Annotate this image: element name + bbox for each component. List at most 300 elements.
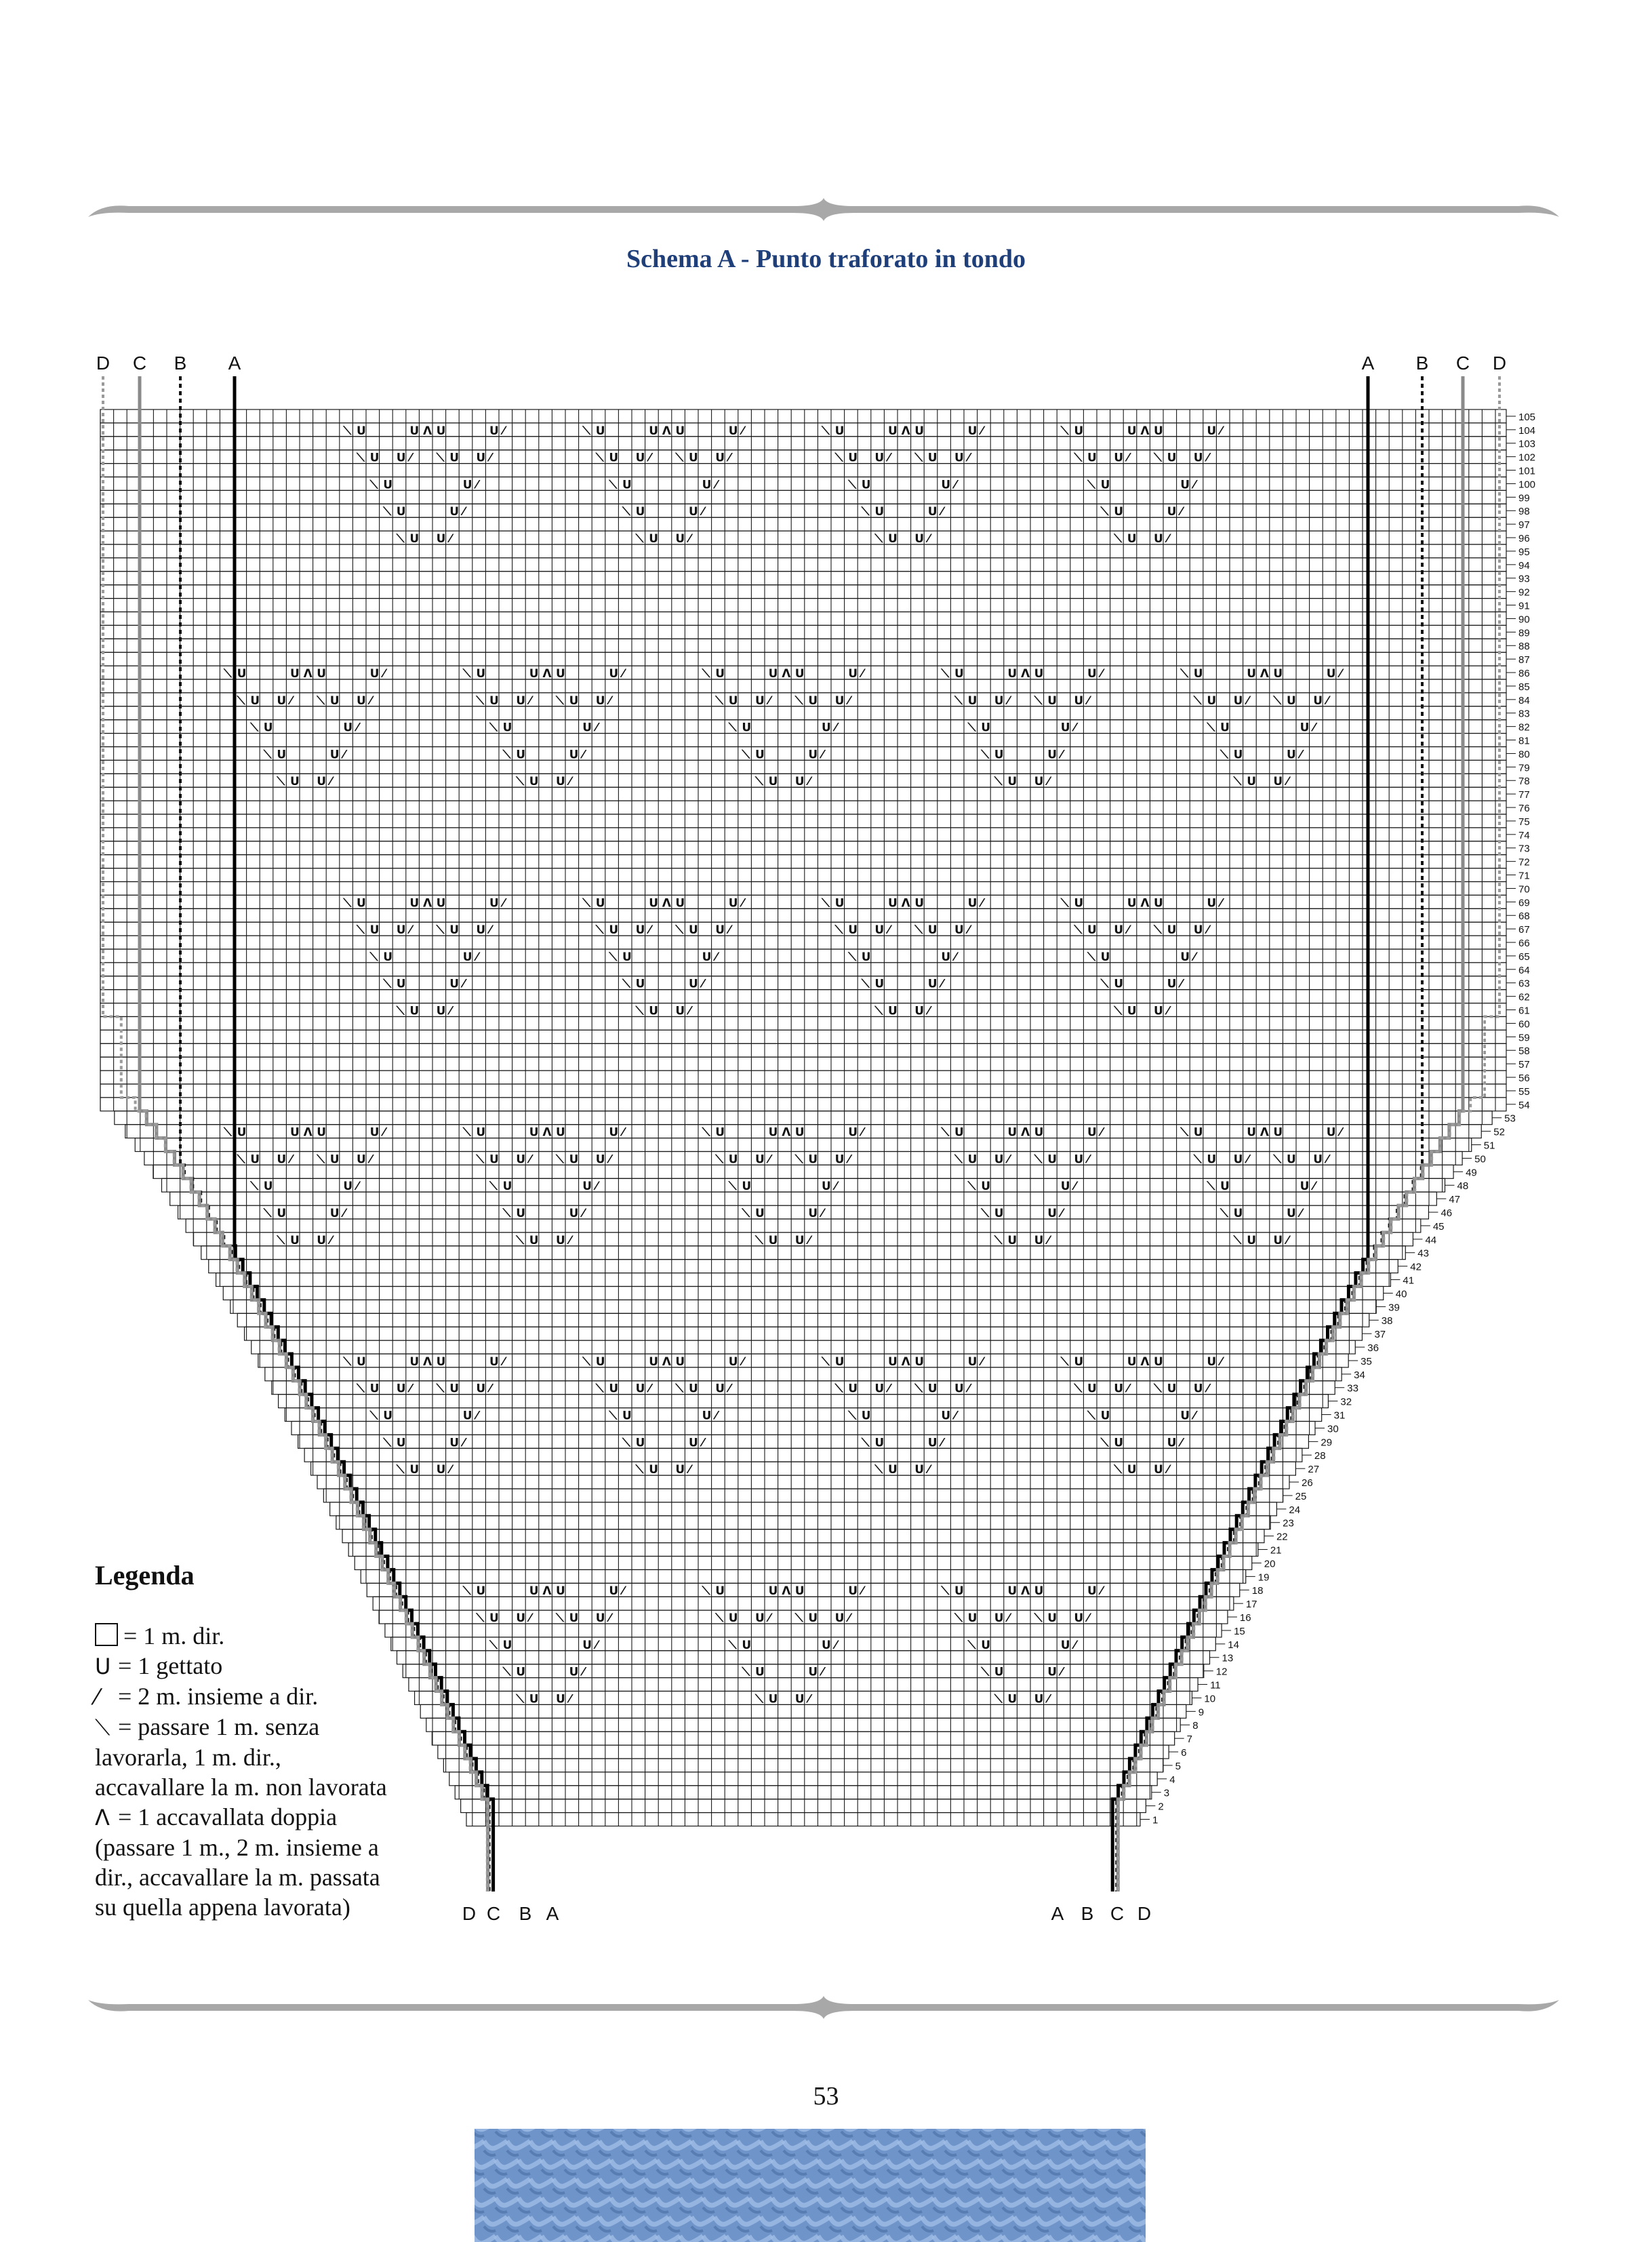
stitch-symbol: U — [595, 694, 605, 708]
stitch-symbol: ⁄ — [848, 1153, 851, 1167]
stitch-symbol: U — [1034, 1125, 1044, 1140]
stitch-symbol: ⟍ — [516, 1692, 525, 1706]
stitch-symbol: U — [742, 721, 752, 735]
stitch-symbol: U — [383, 950, 393, 964]
legend-item-ssk — [95, 1712, 393, 1802]
stitch-symbol: U — [1087, 923, 1097, 938]
stitch-symbol: U — [635, 1436, 645, 1450]
stitch-symbol: U — [449, 1436, 460, 1450]
stitch-symbol: U — [715, 1125, 725, 1140]
stitch-symbol: ⁄ — [967, 451, 970, 465]
stitch-symbol: ⟍ — [715, 694, 724, 708]
stitch-symbol: U — [489, 424, 499, 438]
legend-item-yarn-over — [95, 1651, 393, 1681]
stitch-symbol: ⟍ — [237, 694, 245, 708]
stitch-symbol: ⁄ — [1127, 923, 1129, 938]
stitch-symbol: ⟍ — [742, 748, 750, 762]
stitch-symbol: U — [967, 1153, 978, 1167]
stitch-symbol: ⁄ — [476, 1409, 479, 1423]
stitch-symbol: U — [462, 478, 472, 492]
stitch-symbol: ⟍ — [1273, 694, 1282, 708]
stitch-symbol: U — [383, 1409, 393, 1423]
stitch-symbol: U — [808, 1153, 818, 1167]
legend-heading: Legenda — [95, 1560, 195, 1590]
stitch-symbol: U — [396, 451, 406, 465]
legend-text: = 1 accavallata doppia (passare 1 m., 2 m. insieme a dir., accavallare la m. passata su quella appena lavorata) — [95, 1803, 380, 1921]
stitch-symbol: U — [343, 1180, 353, 1194]
stitch-symbol: ⟍ — [1154, 451, 1162, 465]
stitch-symbol: U — [649, 1355, 659, 1369]
stitch-symbol: U — [994, 1207, 1004, 1220]
row-number: 76 — [1518, 803, 1530, 814]
chart-row — [237, 1313, 1369, 1327]
stitch-symbol: ⁄ — [1326, 1153, 1329, 1167]
row-number: 64 — [1518, 964, 1530, 976]
stitch-symbol: ⟍ — [834, 923, 843, 938]
stitch-symbol: ⟍ — [941, 1584, 950, 1599]
stitch-symbol: ⁄ — [702, 1436, 704, 1450]
chart-row — [100, 450, 1506, 464]
stitch-symbol: U — [1074, 896, 1084, 910]
stitch-symbol: U — [449, 1382, 460, 1396]
stitch-symbol: U — [715, 1584, 725, 1599]
stitch-symbol: U — [357, 1355, 366, 1369]
stitch-symbol: ⁄ — [834, 1638, 837, 1652]
row-number: 11 — [1210, 1679, 1221, 1691]
stitch-symbol: ⁄ — [449, 1463, 452, 1477]
stitch-symbol: U — [1060, 1638, 1070, 1652]
chart-row — [100, 652, 1506, 666]
stitch-symbol: U — [1034, 667, 1044, 681]
stitch-symbol: ⟍ — [635, 1463, 644, 1477]
stitch-symbol: ⟍ — [556, 1612, 564, 1625]
stitch-symbol: U — [462, 1409, 472, 1423]
stitch-symbol: U — [1034, 1584, 1044, 1599]
stitch-symbol: U — [954, 1382, 964, 1396]
stitch-symbol: U — [1047, 1665, 1057, 1679]
stitch-symbol: U — [237, 1125, 247, 1140]
stitch-symbol: ⁄ — [888, 451, 890, 465]
stitch-symbol: ⟍ — [967, 721, 976, 735]
stitch-symbol: ⁄ — [1167, 1463, 1169, 1477]
stitch-symbol: Λ — [662, 1355, 671, 1369]
stitch-symbol: Λ — [1021, 667, 1030, 681]
stitch-symbol: U — [728, 1355, 738, 1369]
stitch-symbol: ⁄ — [502, 1355, 505, 1369]
stitch-symbol: ⟍ — [1074, 451, 1083, 465]
stitch-symbol: U — [329, 1153, 340, 1167]
stitch-symbol: ⟍ — [1074, 923, 1083, 938]
stitch-symbol: U — [874, 1382, 885, 1396]
chart-row — [100, 868, 1506, 882]
stitch-symbol: ⟍ — [462, 1584, 471, 1599]
stitch-symbol: ⟍ — [582, 1355, 591, 1369]
stitch-symbol: U — [396, 977, 406, 991]
stitch-symbol: U — [1100, 1409, 1110, 1423]
stitch-symbol: ⁄ — [1247, 1153, 1249, 1167]
stitch-symbol: ⟍ — [728, 1638, 737, 1652]
stitch-symbol: U — [927, 977, 938, 991]
stitch-symbol: U — [848, 1584, 858, 1599]
row-number: 27 — [1308, 1464, 1320, 1476]
stitch-symbol: ⁄ — [595, 1638, 598, 1652]
stitch-symbol: U — [874, 923, 885, 938]
stitch-symbol: U — [1287, 748, 1296, 762]
stitch-symbol: ⁄ — [967, 923, 970, 938]
stitch-symbol: U — [874, 1436, 885, 1450]
row-number: 9 — [1198, 1706, 1205, 1719]
stitch-symbol: U — [1007, 775, 1018, 789]
stitch-symbol: U — [967, 694, 978, 708]
stitch-symbol: ⁄ — [1313, 721, 1316, 735]
stitch-symbol: U — [290, 1125, 300, 1140]
stitch-symbol: U — [1060, 721, 1070, 735]
marker-bottom-right: C — [1110, 1903, 1125, 1924]
stitch-symbol: ⁄ — [1100, 1125, 1103, 1140]
legend-text: = 2 m. insieme a dir. — [118, 1683, 319, 1710]
stitch-symbol: U — [1154, 532, 1163, 546]
stitch-symbol: U — [742, 1638, 752, 1652]
row-number: 71 — [1518, 870, 1530, 882]
stitch-symbol: U — [1047, 694, 1057, 708]
stitch-symbol: ⁄ — [1167, 1004, 1169, 1018]
stitch-symbol: ⟍ — [715, 1612, 724, 1625]
stitch-symbol: U — [595, 896, 605, 910]
stitch-symbol: U — [1007, 1233, 1018, 1247]
stitch-symbol: U — [317, 667, 327, 681]
marker-bottom-left: C — [486, 1903, 501, 1924]
row-number: 84 — [1518, 694, 1530, 706]
stitch-symbol: ⁄ — [1207, 1382, 1209, 1396]
stitch-symbol: ⟍ — [794, 1612, 803, 1625]
stitch-symbol: U — [994, 694, 1004, 708]
stitch-symbol: ⟍ — [994, 1692, 1003, 1706]
stitch-symbol: U — [888, 1004, 898, 1018]
stitch-symbol: ⟍ — [728, 721, 737, 735]
stitch-symbol: U — [1007, 1125, 1018, 1140]
stitch-symbol: ⁄ — [715, 1409, 718, 1423]
stitch-symbol: ⁄ — [1339, 667, 1342, 681]
stitch-symbol: U — [941, 1409, 951, 1423]
stitch-symbol: U — [357, 1153, 366, 1167]
stitch-symbol: U — [954, 923, 964, 938]
stitch-symbol: U — [1047, 1207, 1057, 1220]
stitch-symbol: U — [994, 1612, 1004, 1625]
stitch-symbol: U — [888, 532, 898, 546]
stitch-symbol: ⁄ — [489, 451, 491, 465]
stitch-symbol: ⁄ — [1100, 667, 1103, 681]
stitch-symbol: U — [1100, 478, 1110, 492]
stitch-symbol: ⟍ — [436, 1382, 445, 1396]
stitch-symbol: U — [277, 1207, 287, 1220]
stitch-symbol: ⁄ — [1300, 748, 1302, 762]
stitch-symbol: U — [794, 775, 805, 789]
stitch-symbol: ⟍ — [237, 1153, 245, 1167]
stitch-symbol: ⁄ — [1100, 1584, 1103, 1599]
chart-row — [100, 787, 1506, 801]
row-number: 28 — [1314, 1450, 1326, 1462]
stitch-symbol: U — [967, 1355, 978, 1369]
stitch-symbol: ⟍ — [369, 950, 378, 964]
stitch-symbol: ⟍ — [1114, 532, 1123, 546]
stitch-symbol: U — [1127, 1355, 1137, 1369]
stitch-symbol: U — [1074, 1612, 1084, 1625]
stitch-symbol: ⁄ — [449, 532, 452, 546]
stitch-symbol: ⁄ — [1180, 977, 1183, 991]
chart-row — [216, 1273, 1391, 1287]
chart-row — [100, 882, 1506, 896]
row-number: 37 — [1374, 1329, 1386, 1341]
stitch-symbol: U — [529, 667, 539, 681]
stitch-symbol: U — [755, 1207, 765, 1220]
stitch-symbol: U — [941, 478, 951, 492]
stitch-symbol: Λ — [901, 1355, 910, 1369]
row-number: 6 — [1181, 1747, 1187, 1759]
chart-row — [100, 437, 1506, 450]
stitch-symbol: ⟍ — [834, 451, 843, 465]
stitch-symbol: ⁄ — [742, 424, 744, 438]
stitch-symbol: Λ — [782, 667, 791, 681]
stitch-symbol: U — [556, 1692, 565, 1706]
stitch-symbol: ⁄ — [941, 1436, 944, 1450]
row-number: 86 — [1518, 668, 1530, 679]
stitch-symbol: Λ — [1260, 667, 1269, 681]
stitch-symbol: U — [277, 694, 287, 708]
stitch-symbol: U — [768, 1584, 778, 1599]
chart-row — [100, 490, 1506, 504]
stitch-symbol: Λ — [1140, 424, 1150, 438]
chart-row — [397, 1651, 1209, 1664]
stitch-symbol: ⟍ — [489, 1638, 498, 1652]
stitch-symbol: ⁄ — [462, 1436, 465, 1450]
stitch-symbol: Λ — [1260, 1125, 1269, 1140]
stitch-symbol: ⟍ — [1180, 1125, 1189, 1140]
stitch-symbol: Λ — [423, 424, 432, 438]
row-number: 20 — [1264, 1558, 1276, 1570]
row-number: 46 — [1441, 1207, 1453, 1219]
stitch-symbol: ⟍ — [317, 1153, 325, 1167]
stitch-symbol: U — [436, 424, 446, 438]
stitch-symbol: ⁄ — [1074, 1638, 1076, 1652]
stitch-symbol: ⟍ — [595, 451, 604, 465]
stitch-symbol: U — [489, 694, 499, 708]
stitch-symbol: ⁄ — [808, 775, 811, 789]
row-number: 18 — [1251, 1585, 1264, 1597]
stitch-symbol: ⟍ — [436, 451, 445, 465]
stitch-symbol: U — [702, 1409, 712, 1423]
chart-row — [100, 706, 1506, 720]
stitch-symbol: ⟍ — [675, 451, 684, 465]
stitch-symbol: ⟍ — [622, 505, 630, 519]
stitch-symbol: U — [755, 1612, 765, 1625]
chart-row — [100, 1003, 1506, 1017]
stitch-symbol: ⟍ — [967, 1638, 976, 1652]
stitch-symbol: U — [927, 1382, 938, 1396]
stitch-symbol: U — [556, 1233, 565, 1247]
stitch-symbol: U — [1074, 1355, 1084, 1369]
stitch-symbol: U — [981, 1638, 991, 1652]
chart-row — [279, 1395, 1329, 1408]
stitch-symbol: U — [409, 1004, 420, 1018]
stitch-symbol: U — [728, 424, 738, 438]
chart-row — [426, 1718, 1180, 1731]
chart-row — [100, 1084, 1506, 1098]
stitch-symbol: U — [1127, 1463, 1137, 1477]
stitch-symbol: Λ — [423, 1355, 432, 1369]
stitch-symbol: U — [1180, 478, 1190, 492]
stitch-symbol: U — [529, 1692, 539, 1706]
row-number: 79 — [1518, 762, 1530, 774]
stitch-symbol: ⟍ — [502, 1207, 511, 1220]
stitch-symbol: ⁄ — [622, 1584, 624, 1599]
stitch-symbol: ⟍ — [224, 667, 232, 681]
stitch-symbol: ⁄ — [728, 451, 731, 465]
stitch-symbol: U — [1034, 1233, 1044, 1247]
row-number: 26 — [1301, 1477, 1313, 1489]
stitch-symbol: ⁄ — [689, 532, 691, 546]
stitch-symbol: U — [1247, 775, 1257, 789]
chart-row — [100, 814, 1506, 828]
stitch-symbol: ⁄ — [1087, 1153, 1089, 1167]
stitch-symbol: ⁄ — [609, 694, 611, 708]
stitch-symbol: ⁄ — [1193, 478, 1196, 492]
marker-top-left: B — [174, 353, 187, 374]
chart-row — [449, 1772, 1157, 1786]
stitch-symbol: U — [728, 1153, 738, 1167]
chart-row — [100, 517, 1506, 531]
stitch-symbol: U — [728, 896, 738, 910]
stitch-symbol: U — [689, 1382, 698, 1396]
stitch-symbol: U — [848, 451, 858, 465]
stitch-symbol: U — [808, 748, 818, 762]
stitch-symbol: U — [409, 1355, 420, 1369]
stitch-symbol: ⟍ — [277, 1233, 285, 1247]
stitch-symbol: U — [1313, 694, 1323, 708]
stitch-symbol: U — [822, 1180, 831, 1194]
stitch-symbol: U — [609, 451, 619, 465]
stitch-symbol: U — [462, 950, 472, 964]
chart-row — [100, 922, 1506, 936]
stitch-symbol: ⁄ — [357, 721, 359, 735]
stitch-symbol: Λ — [662, 424, 671, 438]
stitch-symbol: U — [436, 1463, 446, 1477]
chart-row — [100, 908, 1506, 922]
stitch-symbol: U — [808, 1665, 818, 1679]
stitch-symbol: ⟍ — [874, 1463, 883, 1477]
row-number: 101 — [1518, 465, 1536, 477]
row-number: 97 — [1518, 519, 1530, 532]
stitch-symbol: ⟍ — [1060, 1355, 1069, 1369]
stitch-symbol: U — [290, 667, 300, 681]
stitch-symbol: U — [290, 1233, 300, 1247]
stitch-symbol: U — [569, 1665, 579, 1679]
stitch-symbol: ⁄ — [941, 505, 944, 519]
stitch-symbol: Λ — [782, 1584, 791, 1599]
stitch-symbol: ⟍ — [702, 1125, 710, 1140]
stitch-symbol: ⁄ — [1087, 694, 1089, 708]
stitch-symbol: U — [794, 1233, 805, 1247]
stitch-symbol: U — [237, 667, 247, 681]
stitch-symbol: U — [317, 1125, 327, 1140]
stitch-symbol: ⁄ — [290, 1153, 292, 1167]
stitch-symbol: ⟍ — [622, 977, 630, 991]
stitch-symbol: ⟍ — [277, 775, 285, 789]
stitch-symbol: ⟍ — [489, 1180, 498, 1194]
stitch-symbol: ⁄ — [1180, 1436, 1183, 1450]
stitch-symbol: ⟍ — [755, 1233, 763, 1247]
stitch-symbol: Λ — [1140, 1355, 1150, 1369]
stitch-symbol: U — [476, 923, 486, 938]
stitch-symbol: U — [1087, 1125, 1097, 1140]
stitch-symbol: ⁄ — [329, 775, 332, 789]
stitch-symbol: U — [689, 1436, 698, 1450]
chart-row — [100, 990, 1506, 1003]
chart-row — [100, 409, 1506, 423]
row-number: 72 — [1518, 856, 1530, 868]
stitch-symbol: U — [277, 1153, 287, 1167]
stitch-symbol: U — [556, 667, 565, 681]
stitch-symbol: ⟍ — [1034, 1153, 1043, 1167]
chart-row — [100, 828, 1506, 841]
stitch-symbol: ⟍ — [502, 748, 511, 762]
stitch-symbol: ⁄ — [1007, 694, 1010, 708]
stitch-symbol: U — [768, 775, 778, 789]
stitch-symbol: U — [1180, 1409, 1190, 1423]
stitch-symbol: ⁄ — [742, 896, 744, 910]
chart-row — [373, 1597, 1234, 1610]
stitch-symbol: U — [1100, 950, 1110, 964]
stitch-symbol: ⟍ — [702, 1584, 710, 1599]
stitch-symbol: U — [569, 694, 579, 708]
stitch-symbol: U — [396, 505, 406, 519]
stitch-symbol: U — [449, 505, 460, 519]
chart-row — [100, 585, 1506, 599]
chart-row — [336, 1516, 1270, 1529]
stitch-symbol: ⟍ — [383, 1436, 392, 1450]
row-number: 41 — [1403, 1275, 1415, 1287]
legend-item-double-decrease — [95, 1802, 393, 1922]
stitch-symbol: ⟍ — [635, 532, 644, 546]
stitch-symbol: ⁄ — [1193, 1409, 1196, 1423]
stitch-symbol: U — [1060, 1180, 1070, 1194]
stitch-symbol: U — [516, 1153, 526, 1167]
stitch-symbol: ⁄ — [329, 1233, 332, 1247]
stitch-symbol: ⟍ — [1087, 1409, 1095, 1423]
stitch-symbol: ⁄ — [1220, 1355, 1222, 1369]
stitch-symbol: ⁄ — [529, 1153, 531, 1167]
stitch-symbol: U — [516, 748, 526, 762]
stitch-symbol: ⁄ — [569, 775, 571, 789]
row-number: 39 — [1388, 1302, 1400, 1314]
stitch-symbol: ⁄ — [622, 667, 624, 681]
stitch-symbol: U — [595, 1153, 605, 1167]
chart-row — [379, 1610, 1228, 1624]
chart-row — [100, 720, 1506, 734]
marker-top-left: D — [96, 353, 110, 374]
stitch-symbol: U — [609, 667, 619, 681]
stitch-symbol: U — [994, 1153, 1004, 1167]
stitch-symbol: U — [1114, 1382, 1124, 1396]
stitch-symbol: ⁄ — [383, 1125, 386, 1140]
stitch-symbol: ⟍ — [357, 451, 365, 465]
legend-text: = passare 1 m. senza lavorarla, 1 m. dir., accavallare la m. non lavorata — [95, 1713, 387, 1801]
chart-title: Schema A - Punto traforato in tondo — [626, 245, 1026, 273]
stitch-symbol: U — [914, 1004, 925, 1018]
chart-row — [100, 801, 1506, 814]
yarn-over-icon: U — [95, 1654, 111, 1679]
row-number: 90 — [1518, 614, 1530, 626]
row-number: 104 — [1518, 424, 1536, 437]
